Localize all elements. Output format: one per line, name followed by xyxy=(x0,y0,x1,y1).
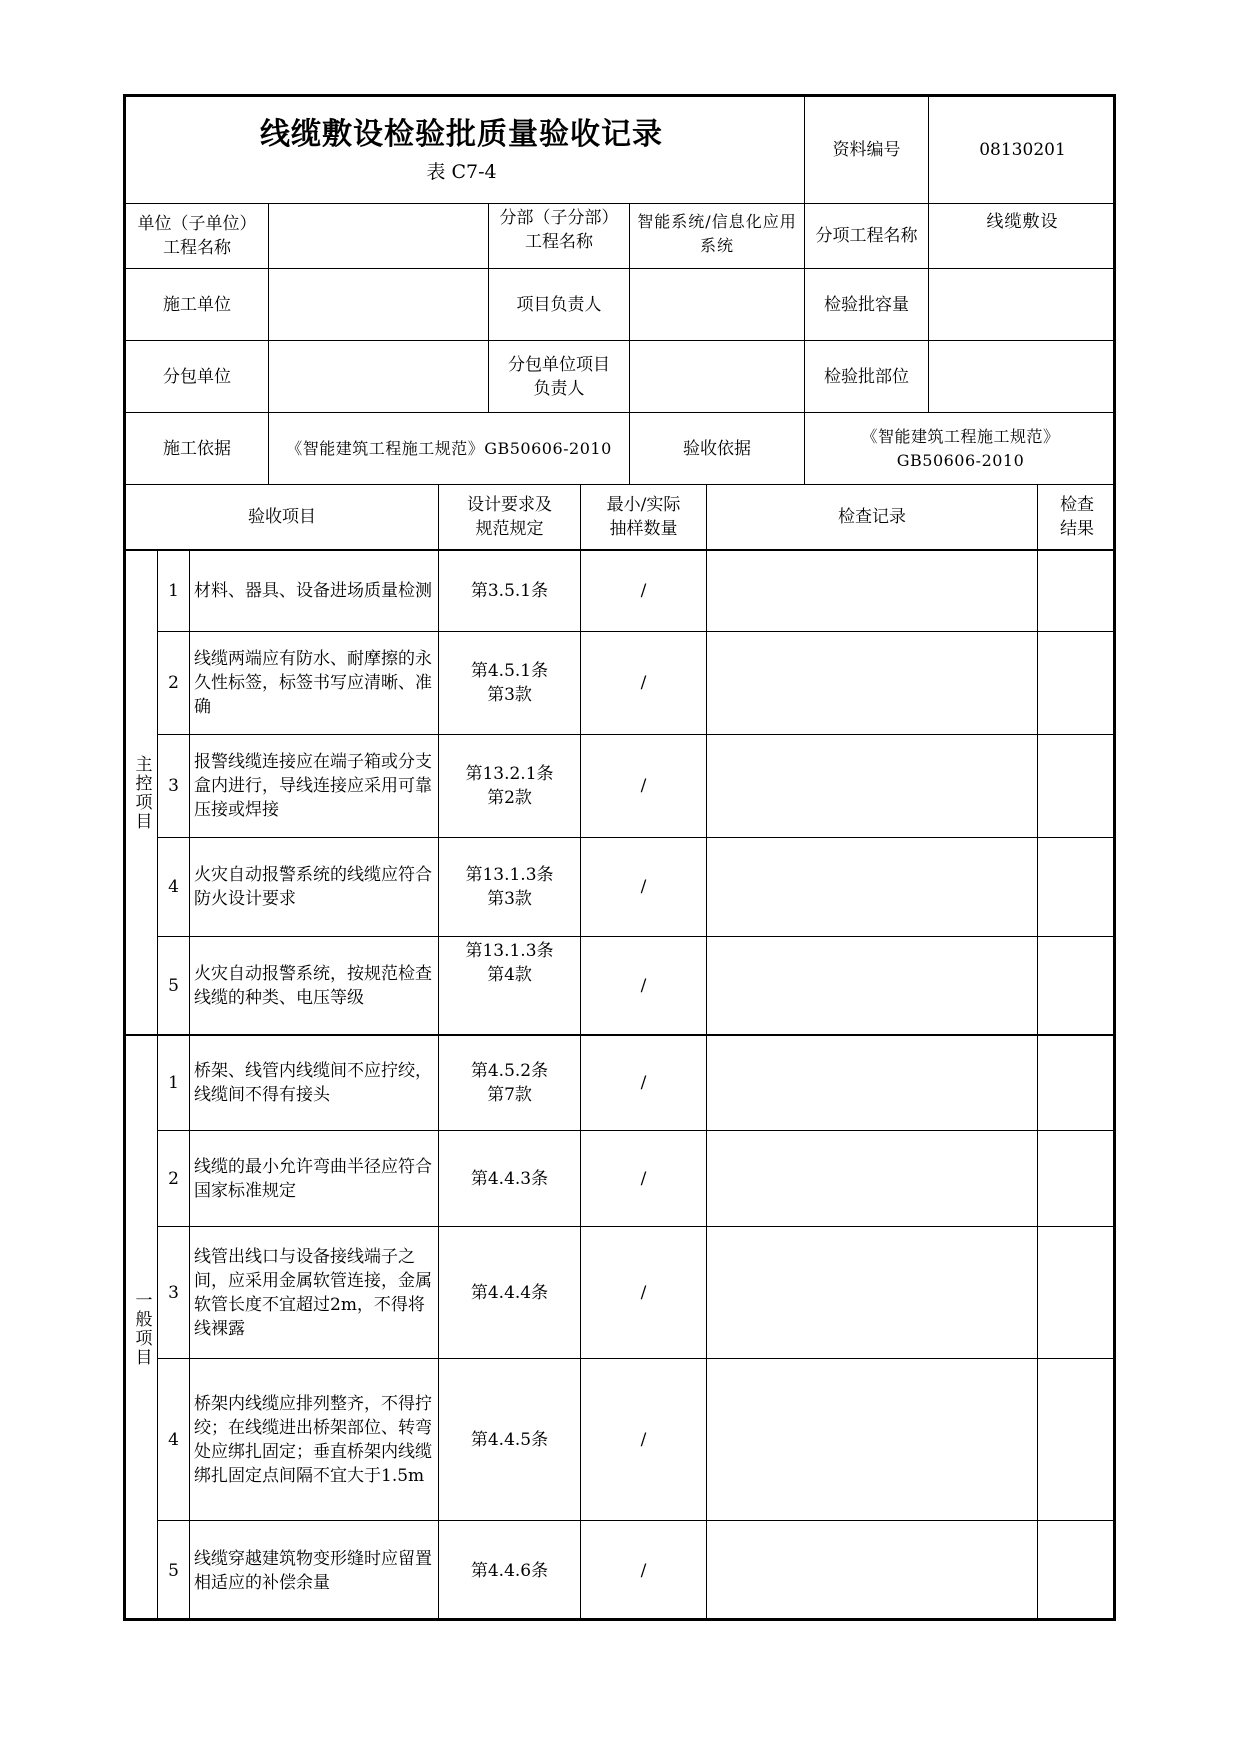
form-title: 线缆敷设检验批质量验收记录 xyxy=(260,117,663,152)
row-record[interactable] xyxy=(707,937,1038,1036)
main-control-category xyxy=(126,551,158,1036)
sub-pm-label: 分包单位项目负责人 xyxy=(489,341,630,413)
row-record[interactable] xyxy=(707,1131,1038,1227)
row-sample[interactable]: / xyxy=(581,1359,707,1521)
row-description: 线缆的最小允许弯曲半径应符合国家标准规定 xyxy=(190,1131,439,1227)
general-category xyxy=(126,1036,158,1621)
contractor-label: 施工单位 xyxy=(126,269,269,341)
accept-basis-value[interactable]: 《智能建筑工程施工规范》GB50606-2010 xyxy=(805,413,1116,485)
row-spec: 第4.4.3条 xyxy=(439,1131,581,1227)
row-number: 4 xyxy=(158,1359,190,1521)
row-number: 3 xyxy=(158,1227,190,1359)
doc-no-label: 资料编号 xyxy=(805,97,929,204)
capacity-label: 检验批容量 xyxy=(805,269,929,341)
subpart-label: 分部（子分部）工程名称 xyxy=(489,204,630,269)
row-spec: 第4.4.6条 xyxy=(439,1521,581,1621)
row-sample[interactable]: / xyxy=(581,1036,707,1131)
contractor-value[interactable] xyxy=(269,269,489,341)
form-subtitle: 表 C7-4 xyxy=(426,161,497,183)
row-spec: 第13.1.3条 第3款 xyxy=(439,838,581,937)
row-description: 线缆两端应有防水、耐摩擦的永久性标签，标签书写应清晰、准确 xyxy=(190,632,439,735)
row-sample[interactable]: / xyxy=(581,632,707,735)
col-result-header: 检查结果 xyxy=(1038,485,1116,551)
general-label: 一般项目 xyxy=(131,1290,152,1367)
row-record[interactable] xyxy=(707,735,1038,838)
project-manager-value[interactable] xyxy=(630,269,805,341)
project-manager-label: 项目负责人 xyxy=(489,269,630,341)
unit-label: 单位（子单位）工程名称 xyxy=(126,204,269,269)
row-result[interactable] xyxy=(1038,735,1116,838)
accept-basis-label: 验收依据 xyxy=(630,413,805,485)
row-result[interactable] xyxy=(1038,632,1116,735)
row-spec: 第13.2.1条 第2款 xyxy=(439,735,581,838)
col-spec-header: 设计要求及规范规定 xyxy=(439,485,581,551)
row-spec: 第3.5.1条 xyxy=(439,551,581,632)
row-spec: 第4.5.2条 第7款 xyxy=(439,1036,581,1131)
subitem-label: 分项工程名称 xyxy=(805,204,929,269)
row-record[interactable] xyxy=(707,551,1038,632)
row-record[interactable] xyxy=(707,632,1038,735)
sub-pm-value[interactable] xyxy=(630,341,805,413)
row-record[interactable] xyxy=(707,1227,1038,1359)
row-result[interactable] xyxy=(1038,1521,1116,1621)
row-sample[interactable]: / xyxy=(581,551,707,632)
row-description: 桥架内线缆应排列整齐，不得拧绞；在线缆进出桥架部位、转弯处应绑扎固定；垂直桥架内线缆绑扎固定点间隔不宜大于1.5m xyxy=(190,1359,439,1521)
row-result[interactable] xyxy=(1038,1359,1116,1521)
row-spec: 第4.5.1条 第3款 xyxy=(439,632,581,735)
row-description: 材料、器具、设备进场质量检测 xyxy=(190,551,439,632)
basis-label: 施工依据 xyxy=(126,413,269,485)
main-control-label: 主控项目 xyxy=(131,754,152,831)
row-record[interactable] xyxy=(707,1359,1038,1521)
row-description: 报警线缆连接应在端子箱或分支盒内进行，导线连接应采用可靠压接或焊接 xyxy=(190,735,439,838)
row-number: 4 xyxy=(158,838,190,937)
row-sample[interactable]: / xyxy=(581,838,707,937)
row-result[interactable] xyxy=(1038,1227,1116,1359)
row-spec: 第13.1.3条 第4款 xyxy=(439,937,581,1036)
row-record[interactable] xyxy=(707,1036,1038,1131)
col-sample-header: 最小/实际抽样数量 xyxy=(581,485,707,551)
row-sample[interactable]: / xyxy=(581,1227,707,1359)
row-description: 线缆穿越建筑物变形缝时应留置相适应的补偿余量 xyxy=(190,1521,439,1621)
col-record-header: 检查记录 xyxy=(707,485,1038,551)
row-description: 桥架、线管内线缆间不应拧绞，线缆间不得有接头 xyxy=(190,1036,439,1131)
doc-no-value: 08130201 xyxy=(929,97,1116,204)
row-number: 5 xyxy=(158,937,190,1036)
basis-value[interactable]: 《智能建筑工程施工规范》GB50606-2010 xyxy=(269,413,630,485)
col-item-header: 验收项目 xyxy=(126,485,439,551)
location-value[interactable] xyxy=(929,341,1116,413)
row-record[interactable] xyxy=(707,838,1038,937)
row-sample[interactable]: / xyxy=(581,937,707,1036)
subcontractor-value[interactable] xyxy=(269,341,489,413)
row-result[interactable] xyxy=(1038,937,1116,1036)
row-number: 2 xyxy=(158,632,190,735)
row-number: 3 xyxy=(158,735,190,838)
row-result[interactable] xyxy=(1038,551,1116,632)
subpart-value[interactable]: 智能系统/信息化应用系统 xyxy=(630,204,805,269)
row-description: 火灾自动报警系统的线缆应符合防火设计要求 xyxy=(190,838,439,937)
row-spec: 第4.4.5条 xyxy=(439,1359,581,1521)
row-result[interactable] xyxy=(1038,838,1116,937)
inspection-form xyxy=(123,94,1116,1621)
row-record[interactable] xyxy=(707,1521,1038,1621)
row-number: 1 xyxy=(158,1036,190,1131)
location-label: 检验批部位 xyxy=(805,341,929,413)
row-number: 2 xyxy=(158,1131,190,1227)
row-result[interactable] xyxy=(1038,1036,1116,1131)
row-result[interactable] xyxy=(1038,1131,1116,1227)
subcontractor-label: 分包单位 xyxy=(126,341,269,413)
row-sample[interactable]: / xyxy=(581,1131,707,1227)
row-number: 1 xyxy=(158,551,190,632)
capacity-value[interactable] xyxy=(929,269,1116,341)
row-description: 火灾自动报警系统，按规范检查线缆的种类、电压等级 xyxy=(190,937,439,1036)
row-number: 5 xyxy=(158,1521,190,1621)
row-sample[interactable]: / xyxy=(581,735,707,838)
subitem-value[interactable]: 线缆敷设 xyxy=(929,204,1116,269)
row-sample[interactable]: / xyxy=(581,1521,707,1621)
unit-value[interactable] xyxy=(269,204,489,269)
row-description: 线管出线口与设备接线端子之间，应采用金属软管连接，金属软管长度不宜超过2m，不得将线裸露 xyxy=(190,1227,439,1359)
row-spec: 第4.4.4条 xyxy=(439,1227,581,1359)
